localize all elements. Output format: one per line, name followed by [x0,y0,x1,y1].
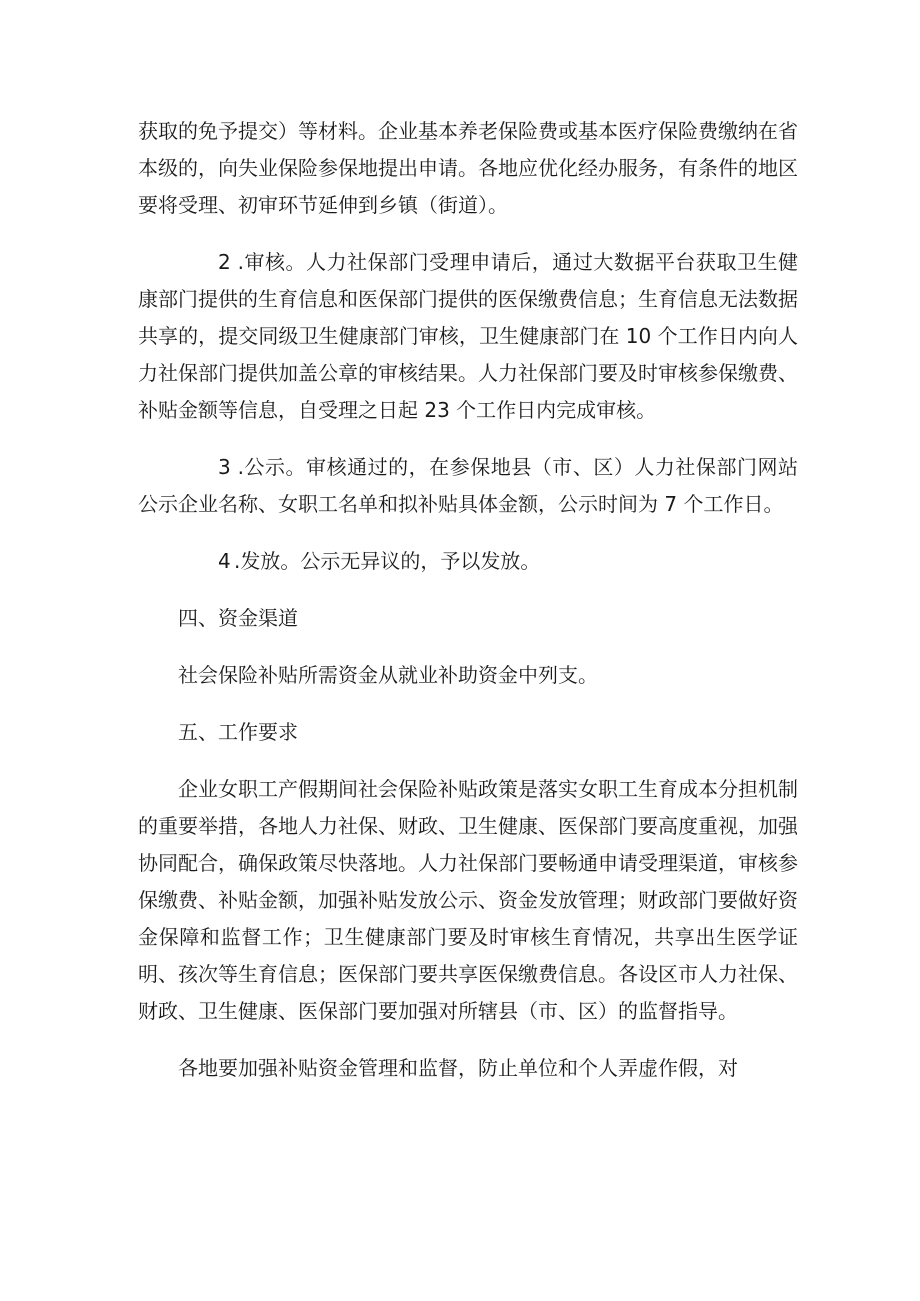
paragraph-step-2-review [138,244,798,429]
step-text: .审核。人力社保部门受理申请后，通过大数据平台获取卫生健康部门提供的生育信息和医保部门提供的医保缴费信息；生育信息无法数据共享的，提交同级卫生健康部门审核，卫生健康部门在 10 个工作日内向人力社保部门提供加盖公章的审核结果。人力社保部门要及时审核参保缴费、补贴金额等信息，自受理之日起 23 个工作日内完成审核。 [138,250,799,422]
section-heading-work-requirements: 五、工作要求 [178,720,298,744]
step-number: 2 [218,250,231,274]
paragraph-supervision: 各地要加强补贴资金管理和监督，防止单位和个人弄虚作假，对 [178,1056,738,1080]
paragraph-step-4-payment [138,543,798,580]
document-page [138,113,798,1107]
section-heading-funding-channel: 四、资金渠道 [178,606,298,630]
step-number: 4 [218,549,231,573]
paragraph-work-requirements: 企业女职工产假期间社会保险补贴政策是落实女职工生育成本分担机制的重要举措，各地人力社保、财政、卫生健康、医保部门要高度重视，加强协同配合，确保政策尽快落地。人力社保部门要畅通申请受理渠道，审核参保缴费、补贴金额，加强补贴发放公示、资金发放管理；财政部门要做好资金保障和监督工作；卫生健康部门要及时审核生育情况，共享出生医学证明、孩次等生育信息；医保部门要共享医保缴费信息。各设区市人力社保、财政、卫生健康、医保部门要加强对所辖县（市、区）的监督指导。 [138,777,798,1023]
paragraph-funding-source: 社会保险补贴所需资金从就业补助资金中列支。 [178,663,598,687]
paragraph-continuation: 获取的免予提交）等材料。企业基本养老保险费或基本医疗保险费缴纳在省本级的，向失业保险参保地提出申请。各地应优化经办服务，有条件的地区要将受理、初审环节延伸到乡镇（街道）。 [138,119,798,217]
step-text: .公示。审核通过的，在参保地县（市、区）人力社保部门网站公示企业名称、女职工名单和拟补贴具体金额，公示时间为 7 个工作日。 [138,455,799,516]
paragraph-step-3-publicity [138,449,798,523]
step-text: .发放。公示无异议的，予以发放。 [234,549,541,573]
step-number: 3 [218,455,231,479]
